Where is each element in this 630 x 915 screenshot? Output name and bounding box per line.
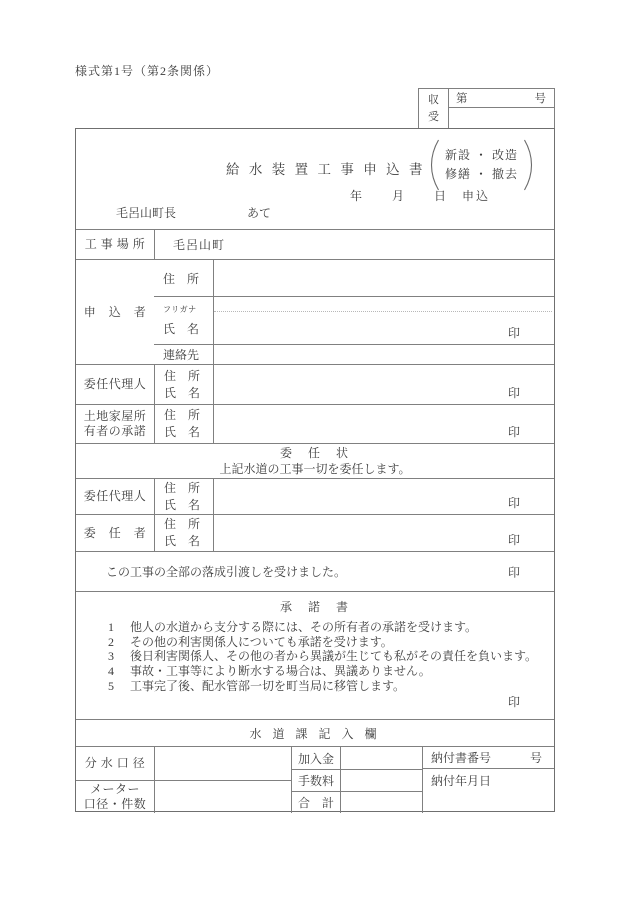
proxy-name-label: 氏 名: [164, 385, 201, 400]
consent-section: [76, 591, 554, 719]
total-fee-row: [292, 791, 422, 813]
construction-site-value: 毛呂山町: [154, 230, 554, 259]
receipt-box: [418, 88, 555, 129]
receipt-number-suffix: 号: [534, 93, 546, 105]
payment-slip-number-row: [423, 747, 554, 769]
applicant-name-value: [213, 297, 554, 344]
poa-proxy-label: 委任代理人: [83, 489, 147, 503]
work-type-options: [429, 139, 534, 191]
owner-seal-mark: 印: [507, 425, 520, 439]
payment-slip-number-suffix: 号: [529, 751, 542, 765]
receipt-blank-row: [449, 108, 554, 128]
receipt-stamp-char-bottom: 受: [428, 110, 439, 123]
proxy-address-label: 住 所: [164, 368, 201, 383]
applicant-contact-value: [213, 345, 554, 364]
office-entry-table: [76, 746, 554, 813]
applicant-contact-row: [154, 344, 554, 364]
owner-name-label: 氏 名: [164, 425, 201, 439]
owner-consent-row: [76, 404, 554, 443]
branch-diameter-row: [76, 747, 291, 780]
delegator-value: [213, 515, 554, 551]
applicant-name-row: [154, 296, 554, 344]
payment-slip-number-label: 納付書番号: [431, 751, 492, 765]
applicant-contact-label: 連絡先: [163, 348, 200, 362]
consent-item: 2 その他の利害関係人についても承諾を受けます。: [108, 634, 393, 649]
receipt-stamp-char-top: 収: [428, 93, 439, 106]
handling-fee-value: [340, 770, 422, 791]
completion-seal-mark: 印: [507, 565, 520, 579]
delegator-name-label: 氏 名: [164, 534, 201, 548]
owner-address-label: 住 所: [164, 408, 201, 422]
power-of-attorney-body: 上記水道の工事一切を委任します。: [219, 462, 411, 476]
delegator-seal-mark: 印: [507, 533, 520, 547]
construction-site-row: [76, 229, 554, 259]
consent-item: 1 他人の水道から支分する際には、その所有者の承諾を受けます。: [108, 620, 478, 634]
addressee-line: [116, 204, 271, 221]
construction-site-label: 工 事 場 所: [84, 237, 146, 251]
bracket-right-icon: [523, 139, 534, 191]
bracket-left-icon: [429, 139, 440, 191]
delegator-label: 委 任 者: [83, 525, 147, 540]
proxy-label: 委任代理人: [83, 377, 147, 391]
proxy-row: [76, 364, 554, 404]
furigana-write-line: [214, 297, 552, 312]
meter-label: メーター 口径・件数: [83, 782, 147, 811]
completion-row: [76, 551, 554, 591]
work-type-line1: 新設 ・ 改造: [444, 148, 518, 162]
join-fee-label: 加入金: [297, 751, 334, 766]
consent-item: 5 工事完了後、配水管部一切を町当局に移管します。: [108, 678, 406, 693]
applicant-address-value: [213, 260, 554, 296]
delegator-row: [76, 514, 554, 551]
total-fee-value: [340, 792, 422, 813]
applicant-name-label: 氏 名: [163, 322, 200, 336]
poa-proxy-row: [76, 478, 554, 514]
join-fee-row: [292, 747, 422, 769]
payment-date-cell: [423, 769, 554, 813]
consent-seal-mark: 印: [507, 695, 520, 709]
total-fee-label: 合 計: [297, 796, 334, 810]
receipt-number-row: [449, 89, 554, 108]
branch-diameter-value: [154, 747, 291, 780]
poa-proxy-address-label: 住 所: [164, 480, 201, 495]
handling-fee-row: [292, 769, 422, 791]
branch-diameter-label: 分 水 口 径: [84, 756, 146, 770]
applicant-section: [76, 259, 554, 364]
owner-consent-label: 土地家屋所有者の承諾: [83, 409, 147, 438]
form-header-row: [76, 129, 554, 229]
applicant-address-row: [154, 260, 554, 296]
poa-proxy-value: [213, 479, 554, 514]
consent-item: 4 事故・工事等により断水する場合は、異議ありません。: [108, 664, 431, 679]
handling-fee-label: 手数料: [297, 774, 334, 788]
applicant-label: 申 込 者: [83, 304, 147, 319]
completion-text: この工事の全部の落成引渡しを受けました。: [106, 565, 347, 579]
applicant-address-label: 住 所: [163, 271, 200, 286]
application-table: [75, 128, 555, 812]
power-of-attorney-title: 委 任 状: [279, 446, 350, 460]
meter-row: [76, 780, 291, 813]
form-number-label: 様式第1号（第2条関係）: [75, 64, 220, 78]
proxy-seal-mark: 印: [507, 386, 520, 400]
receipt-number-prefix: 第: [456, 93, 468, 105]
power-of-attorney-banner: [76, 443, 554, 478]
payment-date-label: 納付年月日: [431, 774, 492, 788]
poa-proxy-seal-mark: 印: [507, 496, 520, 510]
meter-value: [154, 781, 291, 813]
proxy-value: [213, 365, 554, 404]
owner-value: [213, 405, 554, 443]
addressee-name: 毛呂山町長: [116, 206, 177, 220]
addressee-suffix: あて: [247, 206, 272, 220]
form-title: 給 水 装 置 工 事 申 込 書: [226, 162, 426, 177]
consent-title: 承 諾 書: [279, 600, 350, 614]
office-entry-header: 水 道 課 記 入 欄: [76, 719, 554, 746]
applicant-furigana-label: フリガナ: [163, 305, 197, 314]
applicant-seal-mark: 印: [507, 326, 520, 340]
work-type-line2: 修繕 ・ 撤去: [444, 167, 518, 181]
poa-proxy-name-label: 氏 名: [164, 497, 201, 512]
join-fee-value: [340, 747, 422, 769]
application-date-line: 年 月 日 申込: [349, 189, 490, 203]
consent-item: 3 後日利害関係人、その他の者から異議が生じても私がその責任を負います。: [108, 649, 538, 664]
delegator-address-label: 住 所: [164, 517, 201, 531]
receipt-stamp-label: [419, 89, 449, 128]
